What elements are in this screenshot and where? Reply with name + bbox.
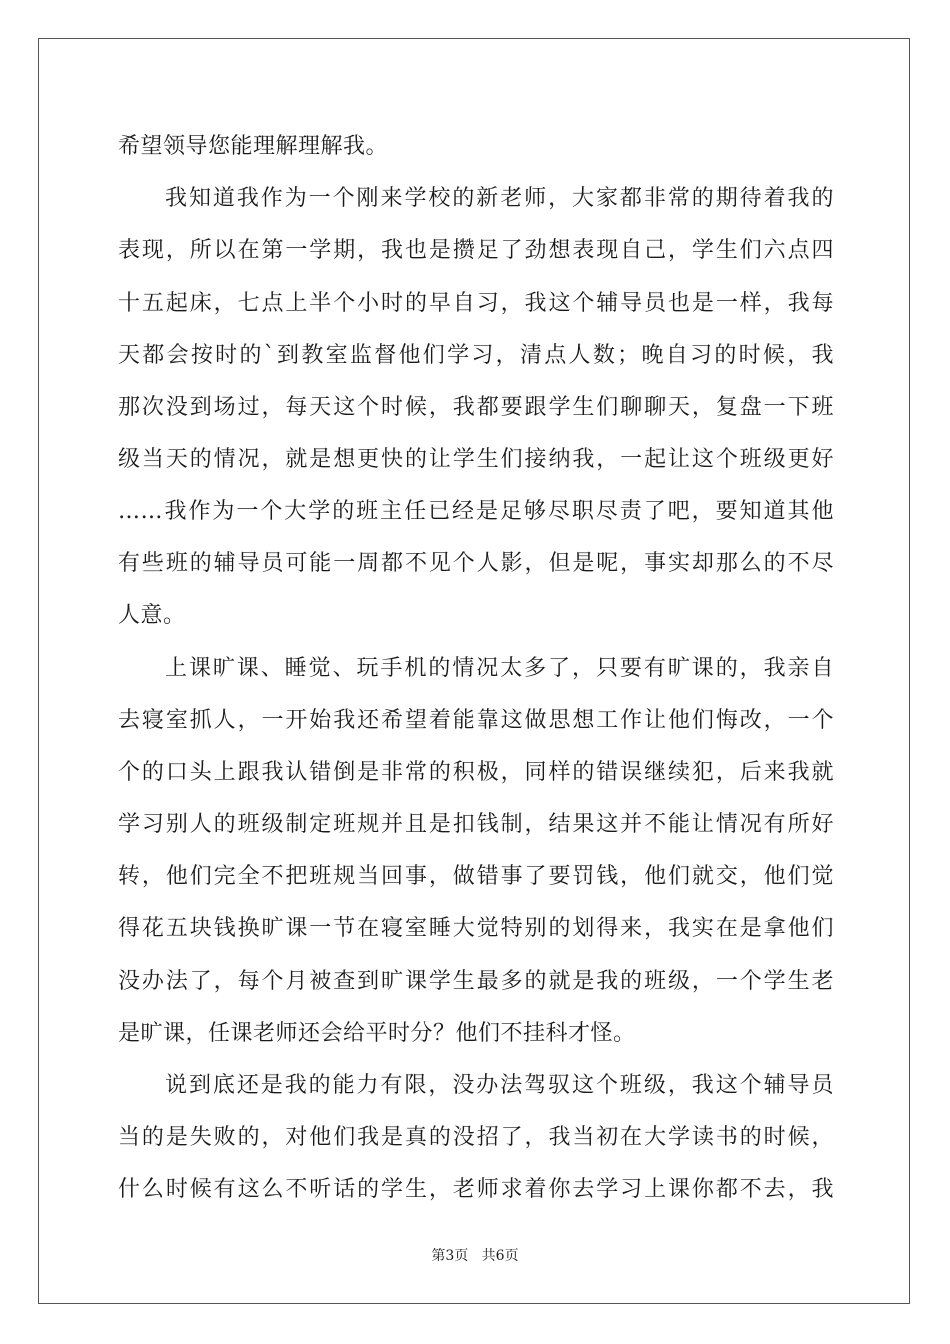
text-line: 有些班的辅导员可能一周都不见个人影，但是呢，事实却那么的不尽 bbox=[118, 551, 834, 576]
text-line: 去寝室抓人，一开始我还希望着能靠这做思想工作让他们悔改，一个 bbox=[118, 708, 834, 733]
text-line: 个的口头上跟我认错倒是非常的积极，同样的错误继续犯，后来我就 bbox=[118, 760, 834, 785]
text-line: ……我作为一个大学的班主任已经是足够尽职尽责了吧，要知道其他 bbox=[118, 499, 834, 524]
text-line: 十五起床，七点上半个小时的早自习，我这个辅导员也是一样，我每 bbox=[118, 291, 834, 316]
text-line: 转，他们完全不把班规当回事，做错事了要罚钱，他们就交，他们觉 bbox=[118, 864, 834, 889]
text-line: 表现，所以在第一学期，我也是攒足了劲想表现自己，学生们六点四 bbox=[118, 238, 834, 263]
text-line: 天都会按时的`到教室监督他们学习，清点人数；晚自习的时候，我 bbox=[118, 343, 834, 368]
text-line: 那次没到场过，每天这个时候，我都要跟学生们聊聊天，复盘一下班 bbox=[118, 395, 834, 420]
text-line: 当的是失败的，对他们我是真的没招了，我当初在大学读书的时候， bbox=[118, 1125, 834, 1150]
page-number: 第3页 共6页 bbox=[431, 1248, 519, 1264]
text-line: 学习别人的班级制定班规并且是扣钱制，结果这并不能让情况有所好 bbox=[118, 812, 834, 837]
text-line: 什么时候有这么不听话的学生，老师求着你去学习上课你都不去，我 bbox=[118, 1177, 834, 1202]
text-line: 说到底还是我的能力有限，没办法驾驭这个班级，我这个辅导员 bbox=[165, 1073, 834, 1098]
text-line: 上课旷课、睡觉、玩手机的情况太多了，只要有旷课的，我亲自 bbox=[165, 656, 834, 681]
text-line: 级当天的情况，就是想更快的让学生们接纳我，一起让这个班级更好 bbox=[118, 447, 834, 472]
text-line: 我知道我作为一个刚来学校的新老师，大家都非常的期待着我的 bbox=[165, 186, 834, 211]
text-line: 希望领导您能理解理解我。 bbox=[118, 134, 389, 159]
text-line: 没办法了，每个月被查到旷课学生最多的就是我的班级，一个学生老 bbox=[118, 969, 834, 994]
text-line: 得花五块钱换旷课一节在寝室睡大觉特别的划得来，我实在是拿他们 bbox=[118, 916, 834, 941]
text-line: 是旷课，任课老师还会给平时分？他们不挂科才怪。 bbox=[118, 1021, 636, 1046]
text-line: 人意。 bbox=[118, 603, 186, 628]
